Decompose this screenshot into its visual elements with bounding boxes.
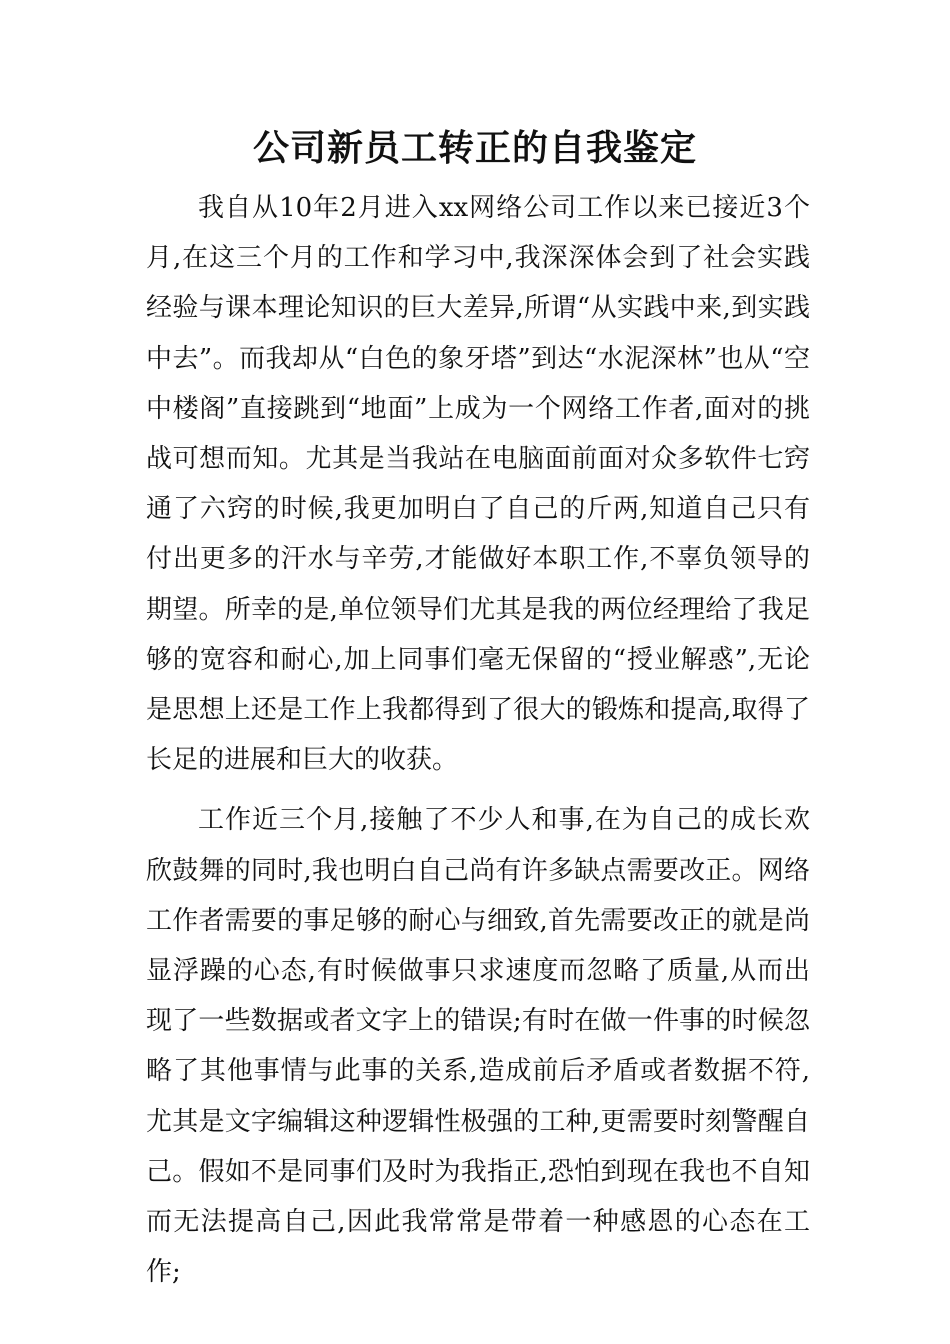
- paragraph-1: 我自从10年2月进入xx网络公司工作以来已接近3个月,在这三个月的工作和学习中,我深深体会到了社会实践经验与课本理论知识的巨大差异,所谓“从实践中来,到实践中去”。而我却从“白色的象牙塔”到达“水泥深林”也从“空中楼阁”直接跳到“地面”上成为一个网络工作者,面对的挑战可想而知。尤其是当我站在电脑面前面对众多软件七窍通了六窍的时候,我更加明白了自己的斤两,知道自己只有付出更多的汗水与辛劳,才能做好本职工作,不辜负领导的期望。所幸的是,单位领导们尤其是我的两位经理给了我足够的宽容和耐心,加上同事们毫无保留的“授业解惑”,无论是思想上还是工作上我都得到了很大的锻炼和提高,取得了长足的进展和巨大的收获。: [146, 193, 810, 776]
- paragraph-2: 工作近三个月,接触了不少人和事,在为自己的成长欢欣鼓舞的同时,我也明白自己尚有许多缺点需要改正。网络工作者需要的事足够的耐心与细致,首先需要改正的就是尚显浮躁的心态,有时候做事只求速度而忽略了质量,从而出现了一些数据或者文字上的错误;有时在做一件事的时候忽略了其他事情与此事的关系,造成前后矛盾或者数据不符,尤其是文字编辑这种逻辑性极强的工种,更需要时刻警醒自己。假如不是同事们及时为我指正,恐怕到现在我也不自知而无法提高自己,因此我常常是带着一种感恩的心态在工作;: [146, 805, 810, 1288]
- document-body: [146, 183, 810, 1297]
- document-title: 公司新员工转正的自我鉴定: [252, 128, 697, 169]
